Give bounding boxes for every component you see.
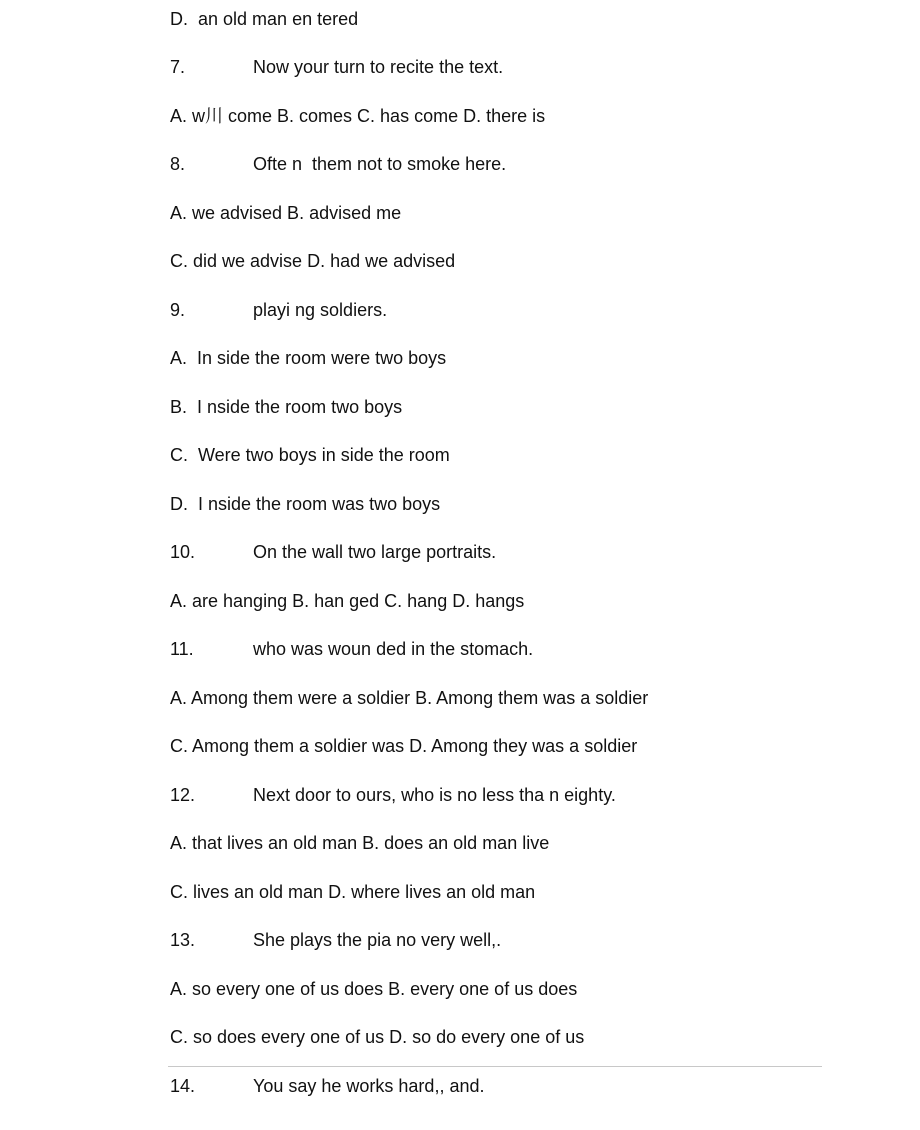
option-text: C. lives an old man D. where lives an old man bbox=[170, 882, 536, 902]
option-line bbox=[170, 881, 535, 903]
question-number: 8. bbox=[170, 154, 186, 174]
option-line bbox=[170, 8, 358, 30]
question-text: who was woun ded in the stomach. bbox=[253, 639, 534, 659]
question-line bbox=[170, 638, 533, 660]
option-text: A. In side the room were two boys bbox=[170, 348, 447, 368]
option-text: C. Were two boys in side the room bbox=[170, 445, 450, 465]
option-text: A. that lives an old man B. does an old man live bbox=[170, 833, 550, 853]
question-line bbox=[170, 541, 496, 563]
question-text: Ofte n them not to smoke here. bbox=[253, 154, 507, 174]
option-text: C. so does every one of us D. so do every one of us bbox=[170, 1027, 585, 1047]
option-line bbox=[170, 396, 402, 418]
option-text: A. Among them were a soldier B. Among them was a soldier bbox=[170, 688, 649, 708]
question-number: 9. bbox=[170, 300, 186, 320]
option-line bbox=[170, 105, 545, 127]
question-text: playi ng soldiers. bbox=[253, 300, 388, 320]
question-number: 12. bbox=[170, 785, 196, 805]
option-line bbox=[170, 1026, 584, 1048]
option-text: A. w川 come B. comes C. has come D. there is bbox=[170, 106, 546, 126]
option-line bbox=[170, 832, 549, 854]
option-text: D. an old man en tered bbox=[170, 9, 359, 29]
option-line bbox=[170, 202, 401, 224]
question-line bbox=[170, 153, 506, 175]
question-line bbox=[170, 56, 503, 78]
option-text: C. did we advise D. had we advised bbox=[170, 251, 456, 271]
option-line bbox=[170, 347, 446, 369]
option-text: A. so every one of us does B. every one of us does bbox=[170, 979, 578, 999]
question-number: 7. bbox=[170, 57, 186, 77]
option-line bbox=[170, 250, 455, 272]
question-line bbox=[170, 784, 616, 806]
option-line bbox=[170, 978, 577, 1000]
question-text: Now your turn to recite the text. bbox=[253, 57, 504, 77]
question-number: 10. bbox=[170, 542, 196, 562]
question-line bbox=[170, 929, 501, 951]
option-line bbox=[170, 687, 648, 709]
question-number: 14. bbox=[170, 1076, 196, 1096]
question-line bbox=[170, 1075, 484, 1097]
option-text: D. I nside the room was two boys bbox=[170, 494, 441, 514]
option-line bbox=[170, 735, 637, 757]
question-text: She plays the pia no very well,. bbox=[253, 930, 502, 950]
option-text: B. I nside the room two boys bbox=[170, 397, 403, 417]
question-line bbox=[170, 299, 387, 321]
question-number: 11. bbox=[170, 639, 194, 659]
question-number: 13. bbox=[170, 930, 196, 950]
option-line bbox=[170, 444, 450, 466]
question-text: Next door to ours, who is no less tha n eighty. bbox=[253, 785, 616, 805]
question-text: On the wall two large portraits. bbox=[253, 542, 497, 562]
page-divider bbox=[168, 1066, 822, 1067]
option-text: A. are hanging B. han ged C. hang D. hangs bbox=[170, 591, 525, 611]
question-text: You say he works hard,, and. bbox=[253, 1076, 485, 1096]
option-text: C. Among them a soldier was D. Among they was a soldier bbox=[170, 736, 638, 756]
option-text: A. we advised B. advised me bbox=[170, 203, 402, 223]
option-line bbox=[170, 493, 440, 515]
option-line bbox=[170, 590, 524, 612]
